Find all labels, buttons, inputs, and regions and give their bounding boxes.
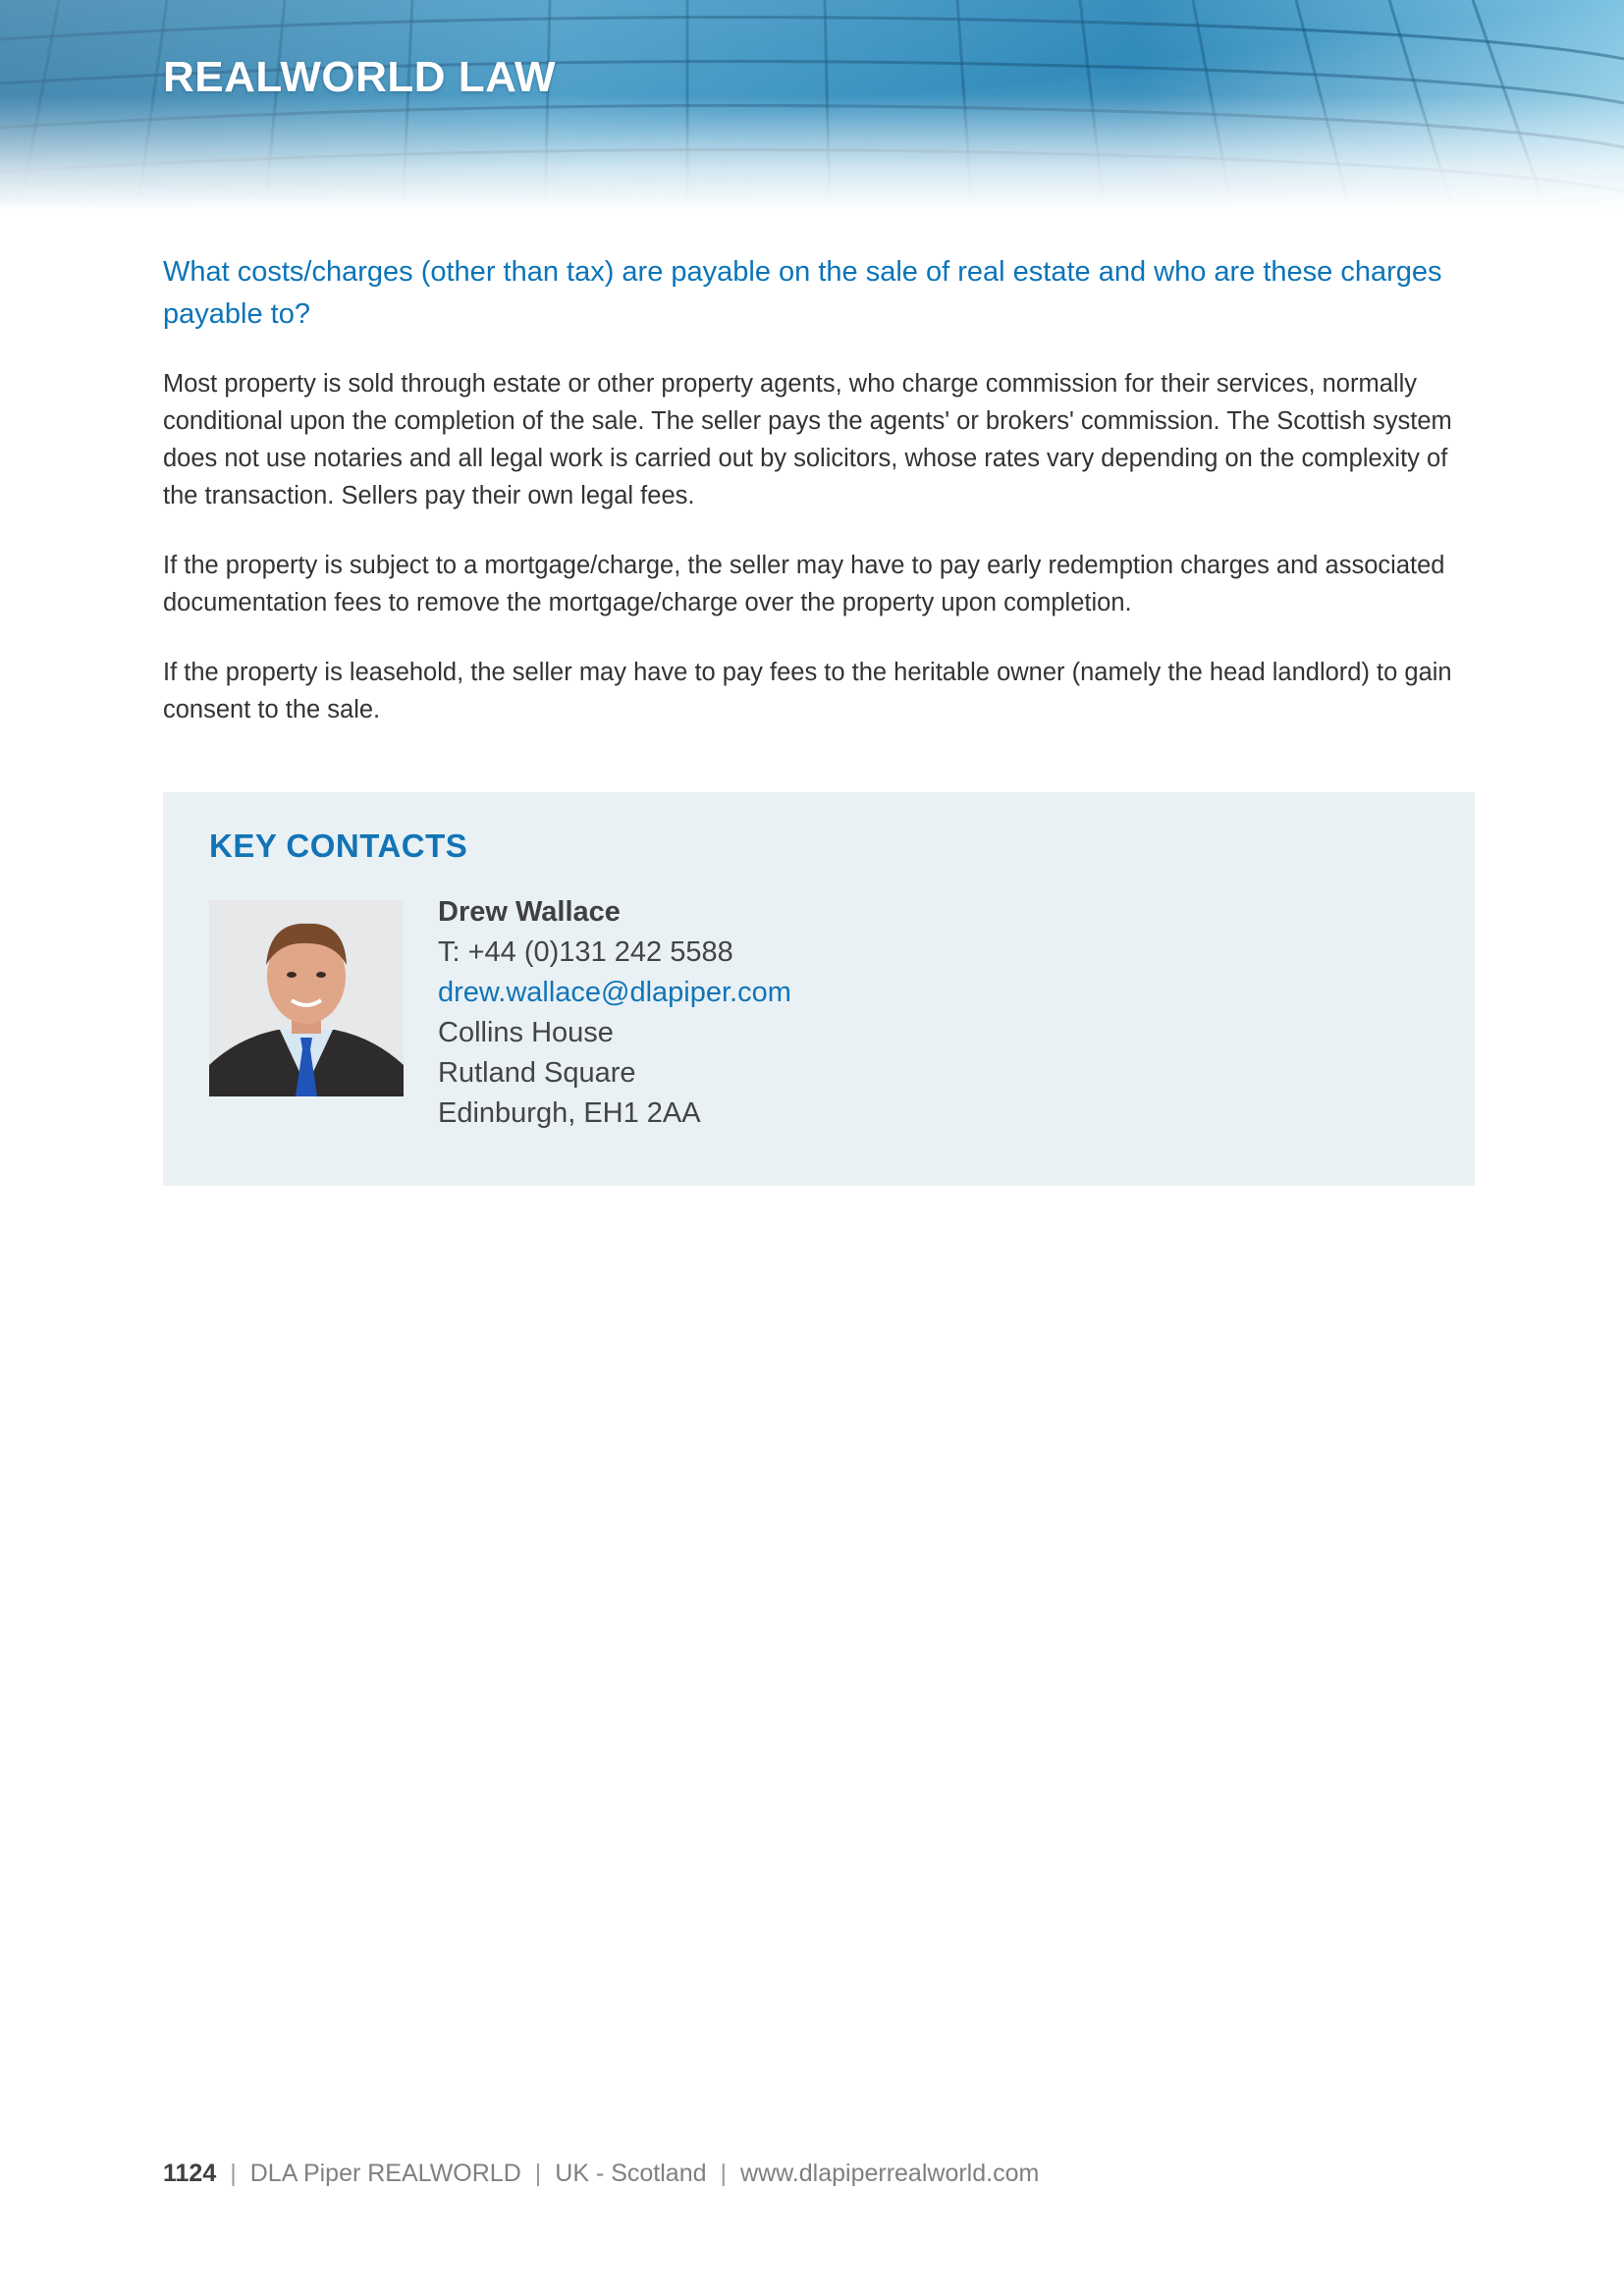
footer-separator: | [534, 2160, 542, 2187]
contact-photo [209, 900, 404, 1096]
footer-jurisdiction: UK - Scotland [555, 2160, 707, 2187]
contact-phone: T: +44 (0)131 242 5588 [438, 936, 733, 968]
contact-address-line: Rutland Square [438, 1057, 636, 1089]
answer-paragraph: Most property is sold through estate or other property agents, who charge commission for their services, normally conditional upon the completion of the sale. The seller pays the agents' or brokers' commission. The Scottish system does not use notaries and all legal work is carried out by solicitors, whose rates vary depending on the complexity of the transaction. Sellers pay their own legal fees. [163, 370, 1452, 509]
answer-paragraph: If the property is subject to a mortgage/charge, the seller may have to pay early redemption charges and associated documentation fees to remove the mortgage/charge over the property upon completion. [163, 552, 1445, 616]
page-number: 1124 [163, 2160, 217, 2187]
footer-publication: DLA Piper REALWORLD [249, 2160, 521, 2187]
answer-paragraph: If the property is leasehold, the seller may have to pay fees to the heritable owner (namely the head landlord) to gain consent to the sale. [163, 659, 1452, 723]
contact-portrait-image [209, 900, 404, 1096]
glass-building-image [0, 0, 1624, 211]
footer-website-link[interactable]: www.dlapiperrealworld.com [740, 2160, 1040, 2187]
footer-separator: | [720, 2160, 728, 2187]
header-banner [0, 0, 1624, 211]
contact-name: Drew Wallace [438, 896, 621, 928]
contact-address-line: Collins House [438, 1017, 614, 1048]
page-footer [163, 2160, 1039, 2188]
contact-details [438, 892, 791, 1134]
contact-address-line: Edinburgh, EH1 2AA [438, 1097, 701, 1129]
key-contacts-heading: KEY CONTACTS [209, 828, 468, 864]
section-question: What costs/charges (other than tax) are payable on the sale of real estate and who are these charges payable to? [163, 256, 1442, 330]
contact-email-link[interactable]: drew.wallace@dlapiper.com [438, 977, 791, 1008]
answer-body [163, 365, 1481, 761]
brand-title: REALWORLD LAW [163, 53, 557, 101]
footer-separator: | [230, 2160, 237, 2187]
key-contacts-box [163, 792, 1475, 1186]
